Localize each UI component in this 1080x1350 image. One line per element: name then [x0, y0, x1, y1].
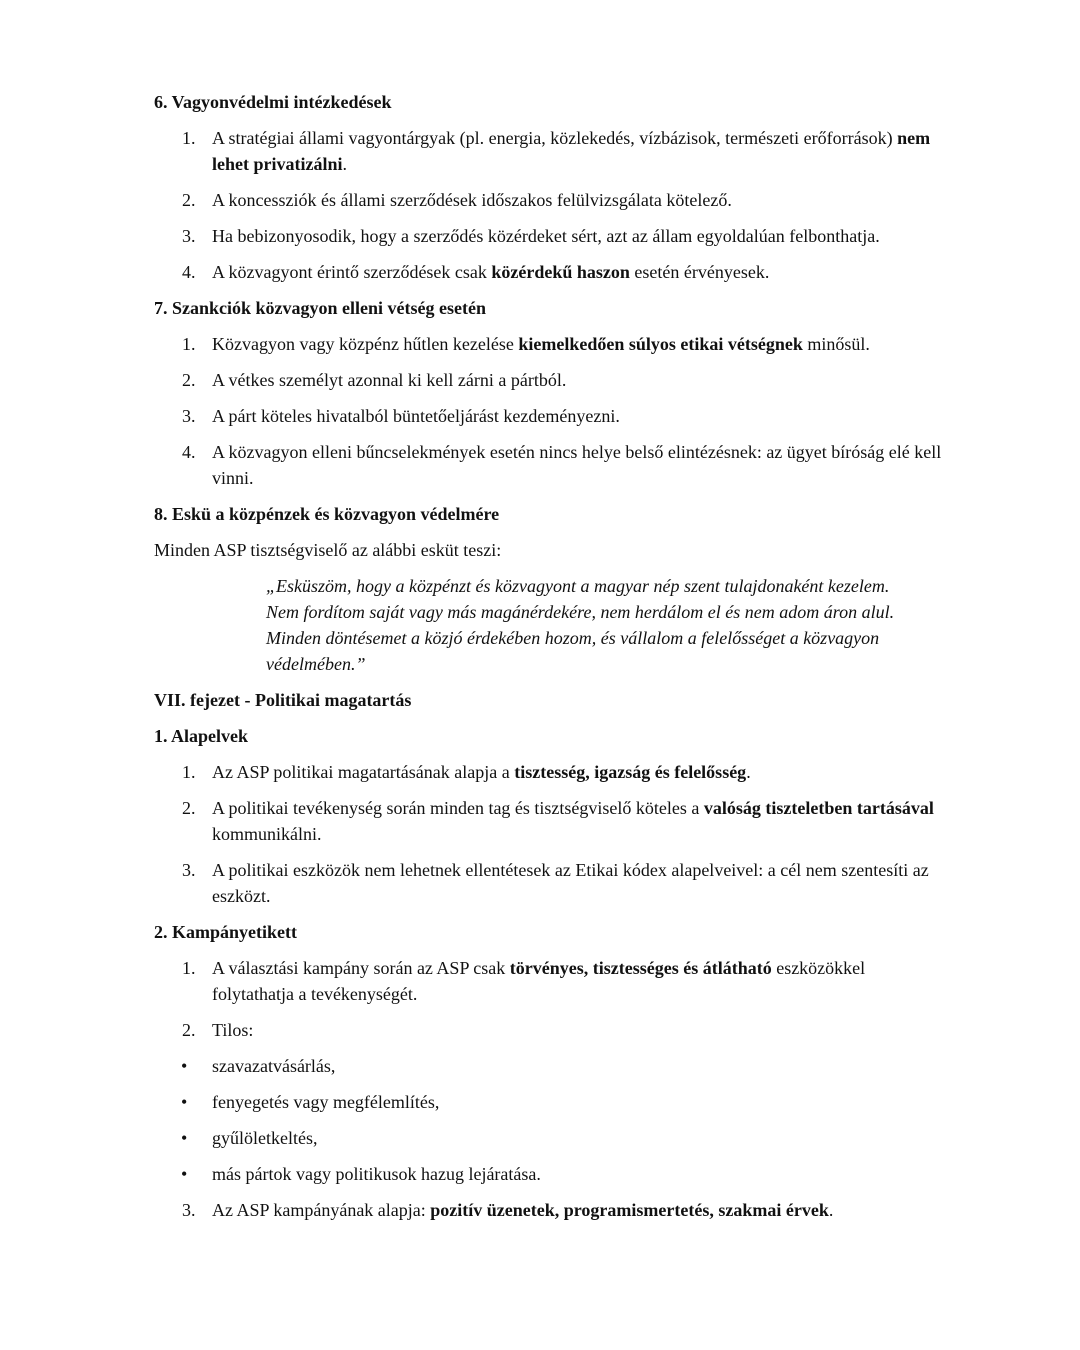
- list-number: 2.: [182, 370, 196, 390]
- bullet-icon: •: [181, 1092, 188, 1112]
- list-text-bold: valóság tiszteletben tartásával: [703, 798, 934, 818]
- list-text: .: [746, 762, 751, 782]
- list-text: A közvagyon elleni bűncselekmények esetén nincs helye belső elintézésnek: az ügyet bíróság elé kell vinni.: [212, 442, 942, 488]
- list-item: [154, 795, 944, 847]
- chapter-7-heading: VII. fejezet - Politikai magatartás: [154, 690, 412, 710]
- kampany-list: [154, 955, 944, 1223]
- list-text: A választási kampány során az ASP csak: [212, 958, 510, 978]
- list-text-bold: közérdekű haszon: [491, 262, 630, 282]
- list-item: [154, 187, 944, 213]
- list-number: 1.: [182, 762, 196, 782]
- list-item: [154, 331, 944, 357]
- bullet-item: [154, 1125, 944, 1151]
- list-item: [154, 857, 944, 909]
- list-text: A stratégiai állami vagyontárgyak (pl. energia, közlekedés, vízbázisok, természeti erőforrások): [212, 128, 898, 148]
- list-number: 3.: [182, 226, 196, 246]
- list-number: 3.: [182, 406, 196, 426]
- list-text: Ha bebizonyosodik, hogy a szerződés közérdeket sért, azt az állam egyoldalúan felbonthatja.: [212, 226, 880, 246]
- list-text: A közvagyont érintő szerződések csak: [212, 262, 492, 282]
- list-text: Tilos:: [212, 1020, 254, 1040]
- section-6-list: [154, 125, 944, 285]
- kampany-heading: 2. Kampányetikett: [154, 922, 297, 942]
- bullet-icon: •: [181, 1056, 188, 1076]
- list-text: A vétkes személyt azonnal ki kell zárni a pártból.: [212, 370, 567, 390]
- bullet-icon: •: [181, 1128, 188, 1148]
- bullet-text: szavazatvásárlás,: [212, 1056, 336, 1076]
- list-text: .: [828, 1200, 834, 1220]
- list-number: 1.: [182, 334, 196, 354]
- alapelvek-heading: 1. Alapelvek: [154, 726, 249, 746]
- list-text: Az ASP politikai magatartásának alapja a: [212, 762, 515, 782]
- list-text-bold: tisztesség, igazság és felelősség: [514, 762, 747, 782]
- list-item: [154, 367, 944, 393]
- list-item: [154, 759, 944, 785]
- list-text: .: [342, 154, 347, 174]
- list-text: A politikai eszközök nem lehetnek ellentétesek az Etikai kódex alapelveivel: a cél nem szentesíti az eszközt.: [212, 860, 929, 906]
- list-item: [154, 223, 944, 249]
- list-text: Közvagyon vagy közpénz hűtlen kezelése: [212, 334, 519, 354]
- list-text: minősül.: [802, 334, 870, 354]
- list-number: 4.: [182, 262, 196, 282]
- list-text-bold: törvényes, tisztességes és átlátható: [509, 958, 772, 978]
- bullet-icon: •: [181, 1164, 188, 1184]
- list-number: 2.: [182, 190, 196, 210]
- section-7-heading: 7. Szankciók közvagyon elleni vétség esetén: [154, 298, 486, 318]
- list-item: [154, 439, 944, 491]
- bullet-text: fenyegetés vagy megfélemlítés,: [212, 1092, 440, 1112]
- list-item: [154, 259, 944, 285]
- section-6-heading: 6. Vagyonvédelmi intézkedések: [154, 92, 392, 112]
- list-item: [154, 125, 944, 177]
- list-text: kommunikálni.: [212, 824, 322, 844]
- list-item: [154, 1017, 944, 1043]
- document-page: [154, 89, 944, 1233]
- list-item: [154, 1197, 944, 1223]
- bullet-item: [154, 1089, 944, 1115]
- list-number: 4.: [182, 442, 196, 462]
- list-number: 2.: [182, 798, 196, 818]
- list-text-bold: nem lehet privatizálni: [212, 128, 931, 174]
- list-text: eszközökkel folytathatja a tevékenységét.: [212, 958, 866, 1004]
- section-7-list: [154, 331, 944, 491]
- list-number: 2.: [182, 1020, 196, 1040]
- bullet-text: más pártok vagy politikusok hazug lejáratása.: [212, 1164, 541, 1184]
- list-text: A párt köteles hivatalból büntetőeljárást kezdeményezni.: [212, 406, 620, 426]
- section-8-heading: 8. Eskü a közpénzek és közvagyon védelmére: [154, 504, 500, 524]
- oath-intro: Minden ASP tisztségviselő az alábbi esküt teszi:: [154, 540, 502, 560]
- list-number: 3.: [182, 860, 196, 880]
- alapelvek-list: [154, 759, 944, 909]
- list-text: A koncessziók és állami szerződések időszakos felülvizsgálata kötelező.: [212, 190, 732, 210]
- list-text: A politikai tevékenység során minden tag és tisztségviselő köteles a: [212, 798, 704, 818]
- list-text-bold: kiemelkedően súlyos etikai vétségnek: [518, 334, 803, 354]
- oath-quote: „Esküszöm, hogy a közpénzt és közvagyont a magyar nép szent tulajdonaként kezelem. Nem fordítom saját vagy más magánérdekére, nem herdálom el és nem adom áron alul. Minden döntésemet a közjó érdekében hozom, és vállalom a felelősséget a közvagyon védelmében.”: [266, 576, 895, 674]
- list-text: esetén érvényesek.: [629, 262, 770, 282]
- list-text-bold: pozitív üzenetek, programismertetés, szakmai érvek: [430, 1200, 829, 1220]
- bullet-text: gyűlöletkeltés,: [212, 1128, 318, 1148]
- list-item: [154, 955, 944, 1007]
- list-number: 3.: [182, 1200, 196, 1220]
- bullet-item: [154, 1161, 944, 1187]
- bullet-item: [154, 1053, 944, 1079]
- list-text: Az ASP kampányának alapja:: [212, 1200, 431, 1220]
- list-item: [154, 403, 944, 429]
- list-number: 1.: [182, 128, 196, 148]
- list-number: 1.: [182, 958, 196, 978]
